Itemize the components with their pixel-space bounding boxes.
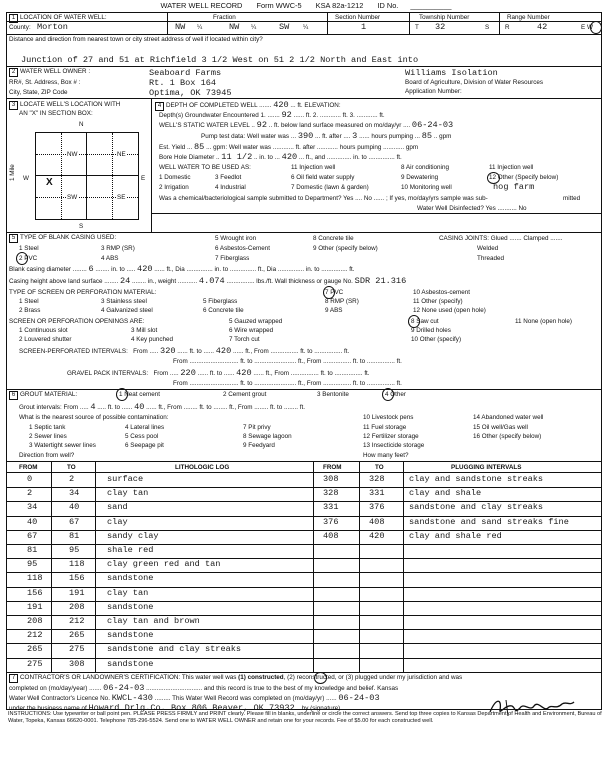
township-number-label: Township Number — [419, 14, 470, 21]
casing-joints: CASING JOINTS: Glued ....... Clamped ....... — [439, 235, 563, 242]
log-from[interactable]: 275 — [27, 658, 43, 669]
contamination-label: What is the nearest source of possible contamination: — [19, 414, 169, 421]
log-from[interactable]: 2 — [27, 488, 33, 499]
fraction-2[interactable]: NW — [229, 22, 240, 32]
log-header-to: TO — [67, 464, 76, 471]
groundwater-row: Depth(s) Groundwater Encountered 1. ....... 92 ...... ft. 2. ............ ft. 3. ............ ft. — [159, 110, 385, 120]
log-from[interactable]: 265 — [27, 644, 43, 655]
log-to[interactable]: 2 — [69, 474, 75, 484]
table-row-divider — [7, 629, 601, 630]
log-from[interactable]: 156 — [27, 587, 43, 598]
log-lithology[interactable]: sandstone — [107, 573, 154, 584]
owner-city[interactable]: Optima, OK 73945 — [149, 88, 232, 98]
screen-material-label: TYPE OF SCREEN OR PERFORATION MATERIAL: — [9, 289, 157, 296]
plug-from[interactable]: 328 — [323, 488, 339, 499]
section-number[interactable]: 1 — [361, 22, 367, 32]
casing-height-row: Casing height above land surface ........ 24 ........ in., weight ........... 4.074 ................ lbs./ft. Wall thickness or gauge No. SDR 21.316 — [9, 276, 407, 286]
licence-row: Water Well Contractor's Licence No. KWCL-430 ......... This Water Well Record was completed on (mo/day/yr) ...... 06-24-03 — [9, 693, 380, 703]
log-from[interactable]: 118 — [27, 573, 43, 584]
plug-to[interactable]: 328 — [369, 474, 385, 484]
plug-description[interactable]: clay and sandstone streaks — [409, 474, 544, 484]
log-to[interactable]: 208 — [69, 601, 85, 612]
log-lithology[interactable]: sandstone — [107, 601, 154, 612]
township-number[interactable]: 32 — [435, 22, 446, 32]
log-to[interactable]: 81 — [69, 530, 80, 541]
log-lithology[interactable]: surface — [107, 474, 144, 484]
screen-perforated-row: SCREEN-PERFORATED INTERVALS: From ..... 320 ...... ft. to ...... 420 ...... ft., From ................ ft. to ................ ft. — [19, 346, 350, 356]
city-label: City, State, ZIP Code — [9, 89, 68, 96]
log-lithology[interactable]: clay green red and tan — [107, 559, 221, 570]
log-from[interactable]: 40 — [27, 516, 38, 527]
log-lithology[interactable]: sand — [107, 502, 128, 513]
range-number-label: Range Number — [507, 14, 550, 21]
log-lithology[interactable]: clay tan and brown — [107, 616, 200, 626]
county-label: County: — [9, 24, 31, 31]
plug-from[interactable]: 308 — [323, 474, 339, 484]
statute: KSA 82a-1212 — [315, 1, 364, 10]
fraction-1[interactable]: NW — [175, 22, 186, 32]
yield-row: Est. Yield ... 85 ... gpm: Well water was ............ ft. after ............ hours pumping ............ gpm — [159, 142, 419, 152]
log-to[interactable]: 191 — [69, 587, 85, 598]
sample-question: Was a chemical/bacteriological sample submitted to Department? Yes .... No ...... ; If yes, mo/day/yrs sample was sub- — [159, 195, 488, 202]
log-to[interactable]: 67 — [69, 516, 80, 527]
section-5-label: 5 TYPE OF BLANK CASING USED: — [9, 234, 116, 243]
log-lithology[interactable]: sandstone and clay streaks — [107, 644, 242, 655]
table-row-divider — [7, 658, 601, 659]
plug-from[interactable]: 408 — [323, 530, 339, 541]
id-label: ID No. — [377, 1, 399, 10]
instructions-footer: INSTRUCTIONS: Use typewriter or ball point pen. PLEASE PRESS FIRMLY and PRINT clearly. Please fill in blanks, underline or circle the correct answers. Send top three copies to Kansas Department of Health and Environment, Bureau of Water, Topeka, Kansas 66620-0001. Telephone 785-296-5524. Send one to WATER WELL OWNER and retain one for your records. Fee of $5.00 for each constructed well. — [8, 711, 602, 724]
log-to[interactable]: 40 — [69, 502, 80, 513]
log-to[interactable]: 308 — [69, 658, 85, 669]
log-header-lithologic: LITHOLOGIC LOG — [175, 464, 230, 471]
section-1-label: 1 LOCATION OF WATER WELL: — [9, 14, 107, 23]
log-from[interactable]: 191 — [27, 601, 43, 612]
business-row: under the business name of Howard Drlg.Co. Box 806 Beaver, OK 73932 by (signature) — [9, 703, 341, 713]
range-number[interactable]: 42 — [537, 22, 548, 32]
log-to[interactable]: 265 — [69, 630, 85, 641]
table-row-divider — [7, 615, 601, 616]
log-from[interactable]: 81 — [27, 545, 38, 555]
log-lithology[interactable]: clay — [107, 516, 128, 527]
fraction-3[interactable]: SW — [279, 22, 290, 32]
grout-intervals-row: Grout intervals: From ..... 4 ..... ft. to ...... 40 ...... ft., From ........ ft. to ........ ft., From ........ ft. to ........ ft. — [19, 402, 306, 412]
table-row-divider — [7, 643, 601, 644]
table-row-divider — [7, 487, 601, 488]
log-lithology[interactable]: sandstone — [107, 658, 154, 669]
log-to[interactable]: 118 — [69, 559, 85, 570]
static-level-row: WELL'S STATIC WATER LEVEL .. 92 .. ft. below land surface measured on mo/day/yr .... 06-24-03 — [159, 120, 454, 130]
plug-description[interactable]: sandstone and clay streaks — [409, 502, 544, 513]
use-label: WELL WATER TO BE USED AS: — [159, 164, 251, 171]
section-4-label: 4 DEPTH OF COMPLETED WELL ....... 420 ... ft. ELEVATION: — [155, 101, 341, 111]
log-lithology[interactable]: shale red — [107, 545, 154, 555]
gravel-pack-row: GRAVEL PACK INTERVALS: From ..... 220 ...... ft. to ...... 420 ...... ft., From ................ ft. to ................ ft. — [67, 368, 370, 378]
plug-to[interactable]: 408 — [369, 516, 385, 527]
water-well-record-form: 1 LOCATION OF WATER WELL: Fraction Section Number Township Number Range Number County: Morton NW ¼ NW ¼ SW ¼ 1 T 32 S R 42 E W Distance and direction from nearest town or city street address of well if located within city? Junction of 27 and 51 at Richfield 3 1/2 West on 51 2 1/2 North and East into 2 WATER WELL OWNER : RR#, St. Address, Box # : City, State, ZIP Code Seaboard Farms Rt. 1 Box 164 Optima, OK 73945 Williams Isolation Board of Agriculture, Division of Water Resources Application Number: 3 LOCATE WELL'S LOCATION WITH AN "X" IN SECTION BOX: N S E W 1 Mile NW NE SW SE X 4 DEPTH OF COMPLETED WELL ....... 420 ... ft. ELEVATION: Depth(s) Groundwater Encountered 1. ....... 92 ...... ft. 2. ............ ft. 3. ............ ft. WELL'S STATIC WATER LEVEL .. 92 .. ft. below land surface measured on mo/day/yr .... 06-24-03 Pump test data: Well water was ... 390 ... ft. after .... 3 ...... hours pumping ... 85 .. gpm Est. Yield ... 85 ... gpm: Well water was ............ ft. after ............ hours pumping ............ gpm Bore Hole Diameter .. 11 1/2 .. in. to ... 420 ... ft., and .............. in. to ............... ft. WELL WATER TO BE USED AS: 11 Injection well 8 Air conditioning 11 Injection well 1 Domestic 3 Feedlot 6 Oil field water supply 9 Dewatering 12 Other (Specify below) 2 Irrigation 4 Industrial 7 Domestic (lawn & garden) 10 Monitoring well hog farm Was a chemical/bacteriological sample submitted to Department? Yes .... No ...... ; If yes, mo/day/yrs sample was sub- mitted Water Well Disinfected? Yes ........... No 5 TYPE OF BLANK CASING USED: 5 Wrought iron 8 Concrete tile CASING JOINTS: Glued ....... Clamped ....... 1 Steel 3 RMP (SR) 6 Asbestos-Cement 9 Other (specify below) Welded 2 PVC 4 ABS 7 Fiberglass Threaded Blank casing diameter ........ 6 ........ in. to ..... 420 ...... ft., Dia ............... in. to ............... ft., Dia ............... in. to ............... ft. Casing height above land surface ........ 24 ........ in., weight ........... 4.074 ................ lbs./ft. Wall thickness or gauge No. SDR 21.316 TYPE OF SCREEN OR PERFORATION MATERIAL: 7 PVC 10 Asbestos-cement 1 Steel 3 Stainless steel 5 Fiberglass 8 RMP (SR) 11 Other (specify) 2 Brass 4 Galvanized steel 6 Concrete tile 9 ABS 12 None used (open hole) SCREEN OR PERFORATION OPENINGS ARE: 5 Gauzed wrapped 8 Saw cut 11 None (open hole) 1 Continuous slot 3 Mill slot 6 Wire wrapped 9 Drilled holes 2 Louvered shutter 4 Key punched 7 Torch cut 10 Other (specify) SCREEN-PERFORATED INTERVALS: From ..... 320 ...... ft. to ...... 420 ...... ft., From ................ ft. to ................ ft. From ............................ ft. to ........................ ft., From ................ ft. to ................ ft. GRAVEL PACK INTERVALS: From ..... 220 ...... ft. to ...... 420 ...... ft., From ................ ft. to ................ ft. From ............................ ft. to ........................ ft., From ................ ft. to ................ ft. 6 GROUT MATERIAL: 1 Neat cement 2 Cement grout 3 Bentonite 4 Other Grout intervals: From ..... 4 ..... ft. to ...... 40 ...... ft., From ........ ft. to ........ ft., From ........ ft. to ........ ft. What is the nearest source of possible contamination: 10 Livestock pens 14 Abandoned water well 1 Septic tank 4 Lateral lines 7 Pit privy 11 Fuel storage 15 Oil well/Gas well 2 Sewer lines 5 Cess pool 8 Sewage lagoon 12 Fertilizer storage 16 Other (specify below) 3 Watertight sewer lines 6 Seepage pit 9 Feedyard 13 Insecticide storage Direction from well? How many feet? FROM TO LITHOLOGIC LOG FROM TO PLUGGING INTERVALS 0 2 surface 308 328 clay and sandstone streaks 2 34 clay tan 328 331 clay and shale 34 40 sand 331 376 sandstone and clay streaks 40 67 clay 376 408 sandstone and sand streaks fine 67 81 sandy clay 408 420 clay and shale red 81 95 shale red 95 118 clay green red and tan 118 156 sandstone 156 191 clay tan 191 208 sandstone 208 212 clay tan and brown 212 265 sandstone 265 275 sandstone and clay streaks 275 308 sandstone 7 CONTRACTOR'S OR LANDOWNER'S CERTIFICATION: This water well was (1) constructed, (2) reconstructed, or (3) plugged under my jurisdiction and was completed on (mo/day/year) ....... 06-24-03 ................................ and this record is true to the best of my knowledge and belief. Kansas Water Well Contractor's Licence No. KWCL-430 ......... This Water Well Record was completed on (mo/day/yr) ...... 06-24-03 under the business name of Howard Drlg.Co. Box 806 Beaver, OK 73932 by (signature) — [6, 12, 602, 710]
table-row-divider — [7, 572, 601, 573]
section-6-label: 6 GROUT MATERIAL: — [9, 391, 77, 400]
plug-description[interactable]: clay and shale — [409, 488, 482, 499]
log-lithology[interactable]: sandy clay — [107, 530, 159, 541]
table-row-divider — [7, 587, 601, 588]
application-label: Application Number: — [405, 88, 462, 95]
form-header: WATER WELL RECORD Form WWC-5 KSA 82a-1212 ID No. __________ — [160, 1, 452, 10]
log-to[interactable]: 156 — [69, 573, 85, 584]
disinfected-question: Water Well Disinfected? Yes ........... No — [417, 205, 527, 212]
plug-header-to: TO — [375, 464, 384, 471]
section-7-label: 7 CONTRACTOR'S OR LANDOWNER'S CERTIFICATION: This water well was (1) constructed, (2) reconstructed, or (3) plugged under my jurisdiction and was — [9, 674, 462, 683]
log-to[interactable]: 34 — [69, 488, 80, 499]
log-to[interactable]: 212 — [69, 616, 85, 626]
owner-address[interactable]: Rt. 1 Box 164 — [149, 78, 217, 88]
distance-value[interactable]: Junction of 27 and 51 at Richfield 3 1/2 West on 51 2 1/2 North and East into — [21, 55, 419, 65]
isolation-note[interactable]: Williams Isolation — [405, 68, 498, 78]
log-lithology[interactable]: clay tan — [107, 488, 149, 499]
other-use-value[interactable]: hog farm — [493, 182, 535, 192]
log-from[interactable]: 208 — [27, 616, 43, 626]
log-header-from: FROM — [19, 464, 38, 471]
plug-to[interactable]: 376 — [369, 502, 385, 513]
table-row-divider — [7, 544, 601, 545]
log-lithology[interactable]: clay tan — [107, 587, 149, 598]
owner-name[interactable]: Seaboard Farms — [149, 68, 222, 78]
bore-hole-row: Bore Hole Diameter .. 11 1/2 .. in. to ... 420 ... ft., and .............. in. to ............... ft. — [159, 152, 402, 162]
log-from[interactable]: 34 — [27, 502, 38, 513]
east-west-choice[interactable]: E W — [581, 24, 593, 31]
completed-row: completed on (mo/day/year) ....... 06-24-03 ................................ and this record is true to the best of my knowledge and belief. Kansas — [9, 683, 399, 693]
plug-header-intervals: PLUGGING INTERVALS — [451, 464, 522, 471]
pump-test-row: Pump test data: Well water was ... 390 ... ft. after .... 3 ...... hours pumping ... 85 .. gpm — [201, 131, 452, 141]
plug-to[interactable]: 420 — [369, 530, 385, 541]
well-location-mark: X — [46, 177, 53, 188]
form-title: WATER WELL RECORD — [160, 1, 243, 10]
log-to[interactable]: 95 — [69, 545, 80, 555]
board-label: Board of Agriculture, Division of Water Resources — [405, 79, 544, 86]
plug-to[interactable]: 331 — [369, 488, 385, 499]
section-2-label: 2 WATER WELL OWNER : — [9, 68, 90, 77]
county-value[interactable]: Morton — [37, 22, 68, 32]
table-row-divider — [7, 558, 601, 559]
openings-label: SCREEN OR PERFORATION OPENINGS ARE: — [9, 318, 145, 325]
section-number-label: Section Number — [335, 14, 381, 21]
log-from[interactable]: 212 — [27, 630, 43, 641]
log-from[interactable]: 95 — [27, 559, 38, 570]
table-row-divider — [7, 530, 601, 531]
section-3-label: 3 LOCATE WELL'S LOCATION WITH — [9, 101, 120, 110]
plug-header-from: FROM — [323, 464, 342, 471]
address-label: RR#, St. Address, Box # : — [9, 79, 81, 86]
plug-description[interactable]: clay and shale red — [409, 530, 502, 541]
blank-casing-row: Blank casing diameter ........ 6 ........ in. to ..... 420 ...... ft., Dia ............... in. to ............... ft., Dia ............... in. to ............... ft. — [9, 264, 355, 274]
form-number: Form WWC-5 — [256, 1, 302, 10]
log-from[interactable]: 67 — [27, 530, 38, 541]
west-circle — [590, 21, 602, 34]
section-location-box[interactable]: NW NE SW SE X — [35, 132, 139, 220]
plug-description[interactable]: sandstone and sand streaks fine — [409, 516, 569, 527]
distance-label: Distance and direction from nearest town or city street address of well if located within city? — [9, 36, 263, 43]
log-lithology[interactable]: sandstone — [107, 630, 154, 641]
table-row-divider — [7, 601, 601, 602]
log-to[interactable]: 275 — [69, 644, 85, 655]
fraction-label: Fraction — [213, 14, 236, 21]
plug-from[interactable]: 376 — [323, 516, 339, 527]
plug-from[interactable]: 331 — [323, 502, 339, 513]
log-from[interactable]: 0 — [27, 474, 33, 484]
